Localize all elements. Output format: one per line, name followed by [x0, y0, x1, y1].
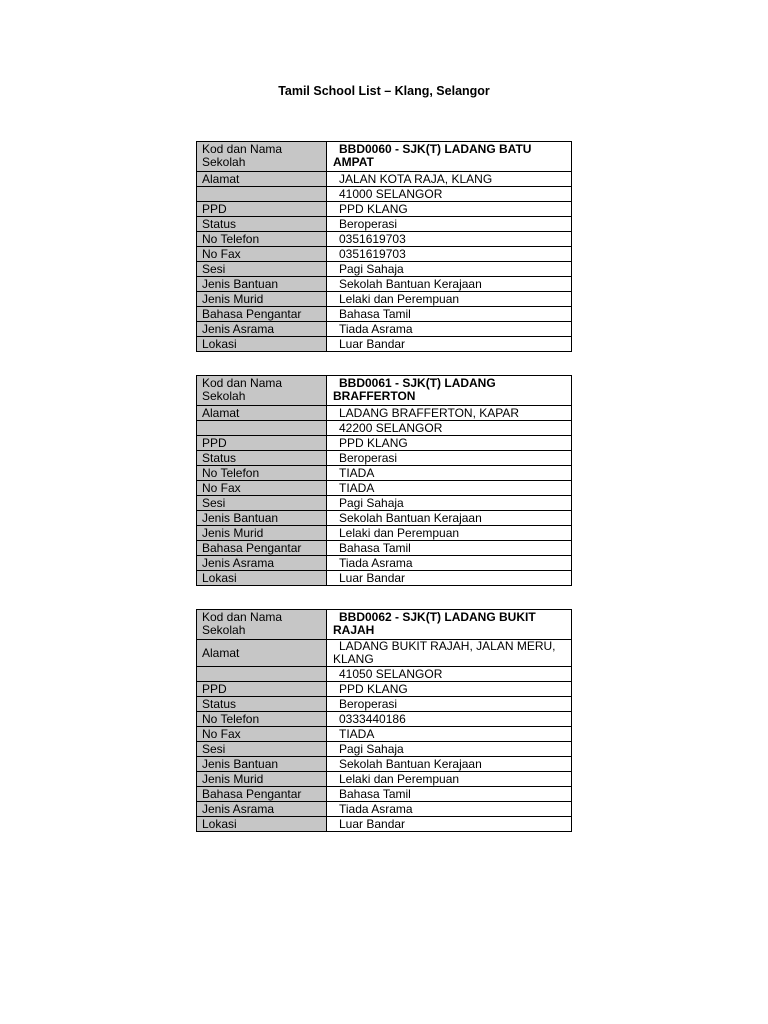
row-label: No Fax — [197, 247, 327, 262]
row-label: Alamat — [197, 406, 327, 421]
school-table-1 — [196, 141, 572, 352]
row-label: Jenis Bantuan — [197, 757, 327, 772]
table-row — [197, 802, 572, 817]
row-value: PPD KLANG — [327, 682, 572, 697]
row-label: PPD — [197, 202, 327, 217]
row-value: 41000 SELANGOR — [327, 187, 572, 202]
table-row — [197, 322, 572, 337]
table-row — [197, 610, 572, 640]
table-row — [197, 526, 572, 541]
row-label: No Fax — [197, 481, 327, 496]
row-value: 42200 SELANGOR — [327, 421, 572, 436]
row-value: Tiada Asrama — [327, 802, 572, 817]
row-label: Sesi — [197, 262, 327, 277]
row-value: Pagi Sahaja — [327, 496, 572, 511]
row-label: Jenis Asrama — [197, 802, 327, 817]
table-row — [197, 262, 572, 277]
row-label: Lokasi — [197, 571, 327, 586]
table-row — [197, 511, 572, 526]
row-label: Lokasi — [197, 337, 327, 352]
row-label: Jenis Bantuan — [197, 511, 327, 526]
row-value: PPD KLANG — [327, 202, 572, 217]
school-table-2 — [196, 375, 572, 586]
row-value: Lelaki dan Perempuan — [327, 526, 572, 541]
table-row — [197, 787, 572, 802]
row-label: Bahasa Pengantar — [197, 541, 327, 556]
table-row — [197, 232, 572, 247]
row-label: Alamat — [197, 172, 327, 187]
table-row — [197, 541, 572, 556]
row-label: Kod dan Nama Sekolah — [197, 142, 327, 172]
row-label: Kod dan Nama Sekolah — [197, 376, 327, 406]
row-value: Tiada Asrama — [327, 322, 572, 337]
row-label: Sesi — [197, 496, 327, 511]
table-row — [197, 466, 572, 481]
row-value: Luar Bandar — [327, 337, 572, 352]
row-value: TIADA — [327, 727, 572, 742]
row-label: Status — [197, 217, 327, 232]
row-value: 41050 SELANGOR — [327, 667, 572, 682]
row-value: 0333440186 — [327, 712, 572, 727]
table-row — [197, 217, 572, 232]
row-value: 0351619703 — [327, 232, 572, 247]
table-row — [197, 172, 572, 187]
table-row — [197, 187, 572, 202]
school-code-name: BBD0060 - SJK(T) LADANG BATU AMPAT — [327, 142, 572, 172]
row-label: No Telefon — [197, 712, 327, 727]
row-value: Tiada Asrama — [327, 556, 572, 571]
table-row — [197, 142, 572, 172]
row-label: Alamat — [197, 640, 327, 667]
table-row — [197, 292, 572, 307]
row-label: Status — [197, 451, 327, 466]
row-value: Pagi Sahaja — [327, 262, 572, 277]
table-row — [197, 247, 572, 262]
row-label: No Telefon — [197, 232, 327, 247]
row-label: PPD — [197, 682, 327, 697]
row-value: Sekolah Bantuan Kerajaan — [327, 511, 572, 526]
row-value: Sekolah Bantuan Kerajaan — [327, 757, 572, 772]
table-row — [197, 307, 572, 322]
row-label — [197, 421, 327, 436]
row-label: Bahasa Pengantar — [197, 787, 327, 802]
table-row — [197, 556, 572, 571]
table-row — [197, 337, 572, 352]
row-value: Beroperasi — [327, 217, 572, 232]
table-row — [197, 772, 572, 787]
row-value: Pagi Sahaja — [327, 742, 572, 757]
table-row — [197, 406, 572, 421]
table-row — [197, 817, 572, 832]
row-value: LADANG BRAFFERTON, KAPAR — [327, 406, 572, 421]
row-value: PPD KLANG — [327, 436, 572, 451]
table-row — [197, 481, 572, 496]
table-row — [197, 496, 572, 511]
row-value: Bahasa Tamil — [327, 541, 572, 556]
table-row — [197, 727, 572, 742]
row-label: Jenis Asrama — [197, 556, 327, 571]
row-value: Beroperasi — [327, 451, 572, 466]
row-value: Bahasa Tamil — [327, 307, 572, 322]
table-row — [197, 436, 572, 451]
table-row — [197, 757, 572, 772]
row-label: Sesi — [197, 742, 327, 757]
row-label: Jenis Murid — [197, 292, 327, 307]
row-label: PPD — [197, 436, 327, 451]
row-value: 0351619703 — [327, 247, 572, 262]
row-value: Lelaki dan Perempuan — [327, 772, 572, 787]
row-label: Jenis Bantuan — [197, 277, 327, 292]
table-row — [197, 667, 572, 682]
row-label: Jenis Murid — [197, 526, 327, 541]
row-value: TIADA — [327, 481, 572, 496]
row-label: Status — [197, 697, 327, 712]
table-row — [197, 742, 572, 757]
row-label — [197, 187, 327, 202]
row-value: TIADA — [327, 466, 572, 481]
table-row — [197, 697, 572, 712]
row-value: Beroperasi — [327, 697, 572, 712]
row-label: Lokasi — [197, 817, 327, 832]
row-value: Luar Bandar — [327, 571, 572, 586]
row-label: No Telefon — [197, 466, 327, 481]
row-label: Jenis Asrama — [197, 322, 327, 337]
table-row — [197, 571, 572, 586]
table-row — [197, 277, 572, 292]
table-row — [197, 421, 572, 436]
row-label: Jenis Murid — [197, 772, 327, 787]
row-value: JALAN KOTA RAJA, KLANG — [327, 172, 572, 187]
row-label: Kod dan Nama Sekolah — [197, 610, 327, 640]
row-value: Luar Bandar — [327, 817, 572, 832]
page-title: Tamil School List – Klang, Selangor — [278, 84, 490, 98]
row-label: No Fax — [197, 727, 327, 742]
school-table-3 — [196, 609, 572, 832]
row-value: Sekolah Bantuan Kerajaan — [327, 277, 572, 292]
table-row — [197, 376, 572, 406]
table-row — [197, 682, 572, 697]
row-label: Bahasa Pengantar — [197, 307, 327, 322]
row-label — [197, 667, 327, 682]
table-row — [197, 640, 572, 667]
table-row — [197, 451, 572, 466]
school-code-name: BBD0061 - SJK(T) LADANG BRAFFERTON — [327, 376, 572, 406]
table-row — [197, 712, 572, 727]
row-value: LADANG BUKIT RAJAH, JALAN MERU, KLANG — [327, 640, 572, 667]
row-value: Lelaki dan Perempuan — [327, 292, 572, 307]
row-value: Bahasa Tamil — [327, 787, 572, 802]
school-code-name: BBD0062 - SJK(T) LADANG BUKIT RAJAH — [327, 610, 572, 640]
table-row — [197, 202, 572, 217]
